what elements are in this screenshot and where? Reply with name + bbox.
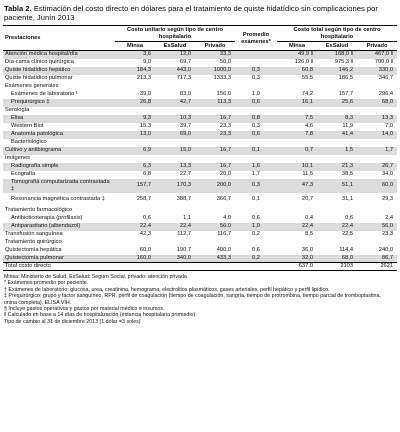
total-minsa: 32,0 <box>301 254 313 261</box>
total-essalud: 21,3 <box>341 163 353 169</box>
promedio-value: 1,0 <box>252 223 260 229</box>
total-minsa: 74,2 <box>301 91 313 97</box>
unit-essalud: 112,7 <box>177 231 191 237</box>
unit-minsa: 6,9 <box>143 147 151 153</box>
total-minsa: 0,4 <box>305 215 313 221</box>
unit-minsa: 26,8 <box>139 99 151 105</box>
unit-minsa <box>115 139 155 147</box>
unit-privado: 200,0 <box>216 182 231 188</box>
promedio-value: 1,6 <box>252 163 260 169</box>
row-label: Quiste hidatídico hepático <box>5 67 71 73</box>
total-minsa: 55,5 <box>301 75 313 81</box>
total-minsa: 10,1 <box>301 163 313 169</box>
promedio-value: 0,2 <box>252 254 260 261</box>
table-row <box>3 163 397 171</box>
unit-privado: 20,0 <box>219 171 231 177</box>
row-label: Quiste hidatídico pulmonar <box>5 75 73 81</box>
row-label: Elisa <box>11 115 24 121</box>
row-label: Resonancia magnética contrastada ‡ <box>11 196 105 202</box>
total-essalud: 146,2 <box>338 67 353 73</box>
footnote: ǁ Calculado en base a 14 días de hospitalización (estancia hospitalaria promedio) <box>4 312 196 319</box>
unit-essalud: 83,0 <box>179 91 191 97</box>
promedio-value: 0,3 <box>252 67 260 73</box>
section-label: Tratamiento quirúrgico <box>5 239 62 245</box>
total-minsa <box>277 139 317 147</box>
footnote: † Exámenes de laboratorio: glucosa, urea, creatinina, hemograma, electrolitos plasmáticos, gases arteriales, perfil hepático y perfil lipídico. <box>4 286 330 293</box>
table-row <box>3 171 397 179</box>
footnote: Tipo de cambio al 31 de diciembre 2013 (1 dólar =3 soles) <box>4 318 141 325</box>
unit-essalud: 388,7 <box>176 196 191 202</box>
unit-minsa: 184,3 <box>136 67 151 73</box>
section-row <box>3 239 397 247</box>
caption-label: Tabla 2. <box>4 4 32 13</box>
table-row <box>3 193 397 207</box>
unit-minsa: 157,7 <box>136 182 151 188</box>
promedio-value <box>235 59 277 67</box>
unit-essalud: 69,7 <box>179 59 191 65</box>
table-row <box>3 99 397 107</box>
total-privado: 467,0 ǁ <box>374 51 394 58</box>
total-essalud: 2103 <box>317 263 357 271</box>
footnote: Minsa: Ministerio de Salud, EsSalud: Seguro Social, privado: atención privada <box>4 274 187 280</box>
total-minsa: 11,5 <box>302 171 313 177</box>
unit-privado: 33,3 <box>219 51 231 58</box>
total-essalud: 114,4 <box>339 247 353 253</box>
promedio-value: 0,6 <box>252 131 260 137</box>
cost-table <box>3 25 397 271</box>
unit-privado: 16,7 <box>219 115 231 121</box>
table-row <box>3 51 397 59</box>
header-total-cost: Costo total según tipo de centro hospitalario <box>277 26 397 42</box>
promedio-value <box>235 51 277 59</box>
unit-minsa: 6,3 <box>143 163 151 169</box>
header-minsa-unit: Minsa <box>115 42 155 51</box>
header-essalud-total: EsSalud <box>317 42 357 51</box>
total-privado: 240,0 <box>378 247 394 253</box>
total-privado: 86,7 <box>381 254 394 261</box>
table-body <box>3 51 397 271</box>
unit-privado: 113,3 <box>217 99 231 105</box>
unit-essalud: 717,3 <box>176 75 191 81</box>
promedio-value: 0,3 <box>252 182 260 188</box>
unit-essalud: 22,7 <box>179 171 191 177</box>
table-row <box>3 123 397 131</box>
row-label: Western Blot <box>11 123 44 129</box>
total-privado: 56,0 <box>381 223 394 229</box>
row-label: Cultivo y antibiograma <box>5 147 62 153</box>
row-label: Prequirúrgico ‡ <box>11 99 50 105</box>
total-minsa: 22,4 <box>301 223 313 229</box>
unit-minsa: 9,3 <box>143 115 151 121</box>
total-privado: 296,4 <box>378 91 394 97</box>
row-label: Anatomía patológica <box>11 131 63 137</box>
total-minsa: 47,3 <box>301 182 313 188</box>
header-essalud-unit: EsSalud <box>155 42 195 51</box>
unit-minsa: 15,3 <box>139 123 151 129</box>
total-essalud: 975,3 ǁ <box>334 59 353 65</box>
row-label: Quistectomía hepática <box>5 247 62 253</box>
total-essalud: 38,5 <box>341 171 353 177</box>
promedio-value: 0,2 <box>252 231 260 237</box>
unit-privado: 156,0 <box>216 91 231 97</box>
table-row <box>3 223 397 231</box>
unit-minsa: 13,0 <box>139 131 151 137</box>
table-row <box>3 255 397 263</box>
section-row <box>3 155 397 163</box>
unit-privado: 23,3 <box>219 123 231 129</box>
total-minsa: 7,5 <box>305 115 313 121</box>
total-essalud: 168,0 ǁ <box>334 51 353 58</box>
table-row <box>3 215 397 223</box>
table-row <box>3 179 397 193</box>
promedio-value: 0,6 <box>252 215 260 221</box>
row-label: Antiparasitario (albendazol) <box>11 223 81 229</box>
row-label: Ecografía <box>11 171 36 177</box>
promedio-value: 0,6 <box>252 247 260 253</box>
header-unit-cost: Costo unitario según tipo de centro hospitalario <box>115 26 235 42</box>
row-label: Transfusión sanguínea <box>5 231 63 237</box>
unit-privado: 1333,3 <box>213 75 231 81</box>
unit-privado: 116,7 <box>217 231 231 237</box>
table-row <box>3 139 397 147</box>
total-row <box>3 263 397 271</box>
footnote: * Exámenes promedio por paciente. <box>4 280 89 287</box>
total-privado: 346,7 <box>378 75 394 81</box>
row-label: Tomografía computarizada contrastada ‡ <box>11 178 110 192</box>
total-essalud: 1,5 <box>345 147 353 153</box>
total-essalud: 157,7 <box>338 91 353 97</box>
total-essalud: 68,0 <box>341 254 353 261</box>
total-minsa: 16,1 <box>301 99 313 105</box>
promedio-value: 0,6 <box>252 99 260 105</box>
promedio-value: 0,1 <box>252 147 260 153</box>
unit-essalud: 22,4 <box>179 223 191 229</box>
unit-minsa: 22,4 <box>139 223 151 229</box>
total-essalud: 186,5 <box>338 75 353 81</box>
unit-privado: 1000,0 <box>213 67 231 73</box>
promedio-value: 0,3 <box>252 123 260 129</box>
unit-privado: 16,7 <box>219 147 231 153</box>
total-privado: 13,3 <box>381 115 394 121</box>
unit-essalud: 190,7 <box>176 247 191 253</box>
total-essalud: 8,3 <box>345 115 353 121</box>
total-minsa: 49,9 ǁ <box>298 51 313 58</box>
unit-privado <box>195 139 235 147</box>
section-label: Tratamiento farmacológico <box>5 207 73 213</box>
unit-minsa: 0,6 <box>143 215 151 221</box>
table-row <box>3 91 397 99</box>
total-privado: 330,0 <box>378 67 394 73</box>
unit-essalud: 340,0 <box>176 254 191 261</box>
unit-minsa: 60,0 <box>139 247 151 253</box>
total-minsa: 8,5 <box>305 231 313 237</box>
row-label: Quistectomía pulmonar <box>5 254 64 261</box>
unit-privado: 50,0 <box>219 59 231 65</box>
total-privado: 1,7 <box>385 147 394 153</box>
unit-essalud: 69,0 <box>179 131 191 137</box>
total-privado <box>357 139 397 147</box>
table-row <box>3 75 397 83</box>
unit-privado: 4,0 <box>223 215 231 221</box>
table-row <box>3 147 397 155</box>
unit-minsa: 42,3 <box>139 231 151 237</box>
header-privado-total: Privado <box>357 42 397 51</box>
header-prestaciones: Prestaciones <box>3 26 115 51</box>
row-label: Día-cama clínico quirúrgica <box>5 59 74 65</box>
total-privado: 2,4 <box>385 215 394 221</box>
total-minsa: 126,0 ǁ <box>294 59 313 65</box>
unit-minsa: 9,0 <box>143 59 151 65</box>
total-essalud: 51,1 <box>341 182 353 188</box>
total-essalud: 25,6 <box>341 99 353 105</box>
total-essalud: 0,6 <box>345 215 353 221</box>
unit-essalud: 39,7 <box>179 123 191 129</box>
row-label: Antibioticoterapia (profilaxis) <box>11 215 83 221</box>
promedio-value: 0,8 <box>252 115 260 121</box>
table-caption <box>4 4 397 22</box>
caption-text: Estimación del costo directo en dólares para el tratamiento de quiste hidatídico sin complicaciones por paciente, Junín 2013 <box>4 4 378 22</box>
total-privado: 29,3 <box>381 196 394 202</box>
footnote: § Incluye gastos operativos y gastos por material médico e insumos. <box>4 306 165 313</box>
section-label: Exámenes generales <box>5 83 59 89</box>
total-essalud: 11,9 <box>342 123 353 129</box>
section-row <box>3 207 397 215</box>
footnote: ‡ Prequirúrgico: grupo y factor sanguíneo, RPR, perfil de coagulación (tiempo de coagulación, sangría, tiempo de protrombina, tiempo parcial de tromboplastina, <box>4 293 381 300</box>
total-essalud: 31,1 <box>341 196 353 202</box>
section-label: Serología <box>5 107 30 113</box>
unit-minsa: 6,8 <box>143 171 151 177</box>
row-label: Atención médica hospital/día <box>5 51 78 58</box>
total-minsa: 637,0 <box>277 263 317 271</box>
unit-privado: 433,3 <box>216 254 231 261</box>
unit-essalud: 443,0 <box>176 67 191 73</box>
unit-minsa: 3,6 <box>143 51 151 58</box>
row-label: Exámenes de laboratorio ¹ <box>11 91 78 97</box>
section-label: Imágenes <box>5 155 30 161</box>
unit-essalud: 12,0 <box>179 51 191 58</box>
total-essalud: 41,4 <box>341 131 353 137</box>
unit-privado: 23,3 <box>219 131 231 137</box>
table-row <box>3 67 397 75</box>
unit-minsa: 258,7 <box>136 196 151 202</box>
total-minsa: 36,0 <box>301 247 313 253</box>
promedio-value: 0,3 <box>252 75 260 81</box>
unit-essalud: 170,3 <box>176 182 191 188</box>
total-minsa: 20,7 <box>301 196 313 202</box>
section-row <box>3 83 397 91</box>
total-minsa: 4,6 <box>305 123 313 129</box>
unit-minsa: 39,0 <box>139 91 151 97</box>
total-minsa: 7,8 <box>305 131 313 137</box>
total-privado: 26,7 <box>381 163 394 169</box>
total-privado: 23,3 <box>381 231 394 237</box>
header-minsa-total: Minsa <box>277 42 317 51</box>
unit-privado: 400,0 <box>216 247 231 253</box>
section-row <box>3 107 397 115</box>
unit-essalud: 1,1 <box>183 215 191 221</box>
table-row <box>3 131 397 139</box>
header-promedio: Promedio exámenes* <box>235 26 277 51</box>
unit-essalud: 15,0 <box>179 147 191 153</box>
total-essalud <box>317 139 357 147</box>
total-privado: 60,0 <box>381 182 394 188</box>
total-privado: 34,0 <box>381 171 394 177</box>
total-privado: 7,0 <box>385 123 394 129</box>
total-essalud: 22,5 <box>341 231 353 237</box>
row-label: Radiografía simple <box>11 163 59 169</box>
unit-essalud: 13,3 <box>179 163 191 169</box>
unit-minsa: 213,3 <box>136 75 151 81</box>
total-minsa: 60,8 <box>301 67 313 73</box>
header-privado-unit: Privado <box>195 42 235 51</box>
promedio-value: 1,9 <box>252 91 260 97</box>
unit-essalud: 42,7 <box>179 99 191 105</box>
table-notes <box>4 274 397 325</box>
unit-privado: 366,7 <box>216 196 231 202</box>
unit-essalud: 10,3 <box>179 115 191 121</box>
unit-privado: 56,0 <box>219 223 231 229</box>
total-label: Total costo directo <box>3 263 277 271</box>
unit-privado: 16,7 <box>219 163 231 169</box>
promedio-value: 0,1 <box>252 196 260 202</box>
table-row <box>3 231 397 239</box>
total-privado: 14,0 <box>381 131 394 137</box>
total-privado: 700,0 ǁ <box>374 59 394 65</box>
footnote: onina completa), ELISA VIH. <box>4 299 72 306</box>
total-privado: 68,0 <box>381 99 394 105</box>
promedio-value: 1,7 <box>252 171 260 177</box>
total-essalud: 22,4 <box>341 223 353 229</box>
unit-minsa: 160,0 <box>136 254 151 261</box>
row-label: Bacteriológico <box>11 139 47 145</box>
total-minsa: 0,7 <box>305 147 313 153</box>
table-row <box>3 247 397 255</box>
table-row <box>3 115 397 123</box>
table-row <box>3 59 397 67</box>
total-privado: 2621 <box>357 263 397 271</box>
promedio-value <box>235 139 277 147</box>
unit-essalud <box>155 139 195 147</box>
